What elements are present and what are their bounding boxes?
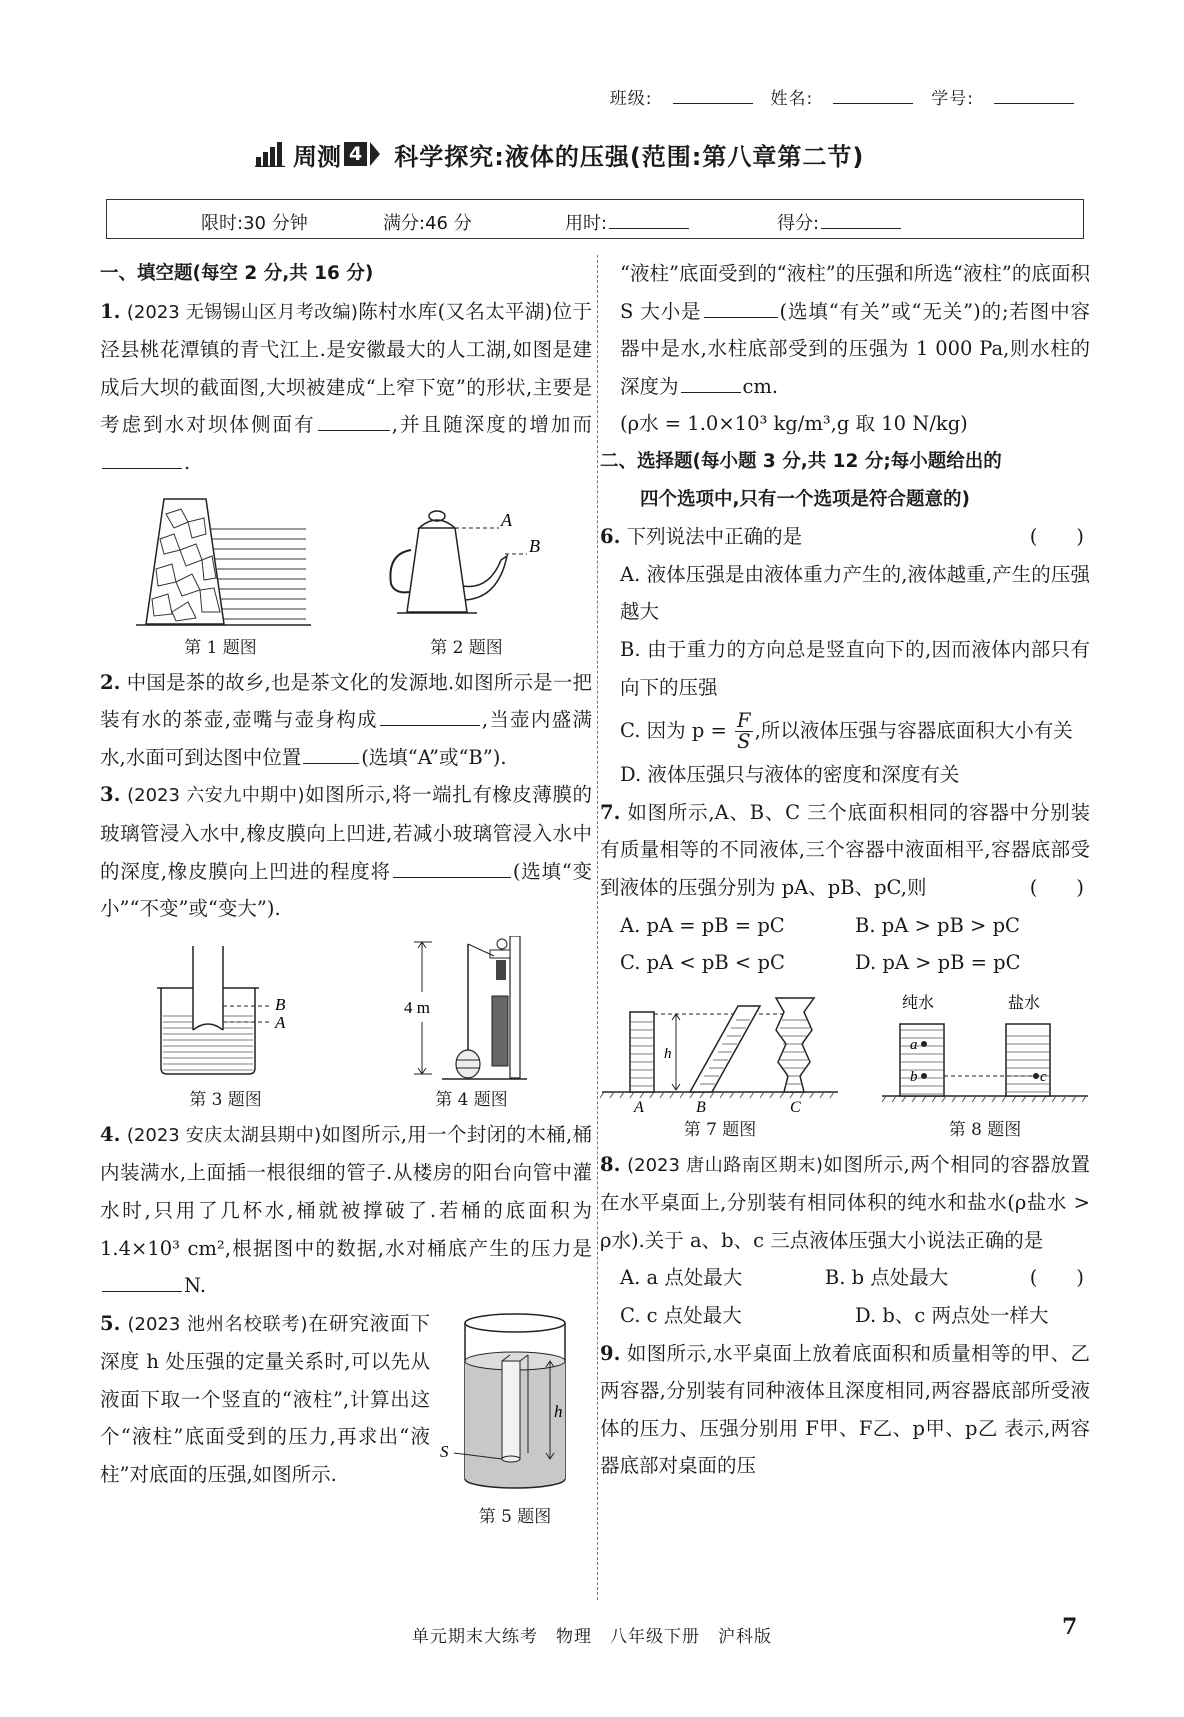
q6-option-b[interactable]: B. 由于重力的方向总是竖直向下的,因而液体内部只有向下的压强 — [620, 637, 1090, 699]
figure-3 — [151, 946, 301, 1112]
fig8-label-pure: 纯水 — [902, 992, 935, 1012]
class-blank[interactable] — [673, 103, 753, 104]
section-choice-heading-1: 二、选择题(每小题 3 分,共 12 分;每小题给出的 — [600, 450, 1002, 472]
figure-1-caption: 第 1 题图 — [184, 637, 257, 658]
q2-number: 2. — [100, 670, 121, 694]
q9-number: 9. — [600, 1341, 621, 1365]
student-info-row — [610, 84, 1074, 109]
title-text: 科学探究:液体的压强(范围:第八章第二节) — [394, 142, 865, 171]
teapot-label-b: B — [528, 535, 540, 556]
q8-number: 8. — [600, 1152, 621, 1176]
q5-text-2: “液柱”底面受到的“液柱”的压强和所选“液柱”的底面积 S 大小是 — [620, 262, 1090, 323]
column-label-h: h — [554, 1401, 563, 1421]
figure-3-caption: 第 3 题图 — [189, 1089, 262, 1110]
name-blank[interactable] — [833, 103, 913, 104]
q3-text: 如图所示,将一端扎有橡皮薄膜的玻璃管浸入水中,橡皮膜向上凹进,若减小玻璃管浸入水中的深度,橡皮膜向上凹进的程度将 — [100, 783, 592, 883]
tube-label-a: A — [274, 1012, 285, 1032]
fig7-label-a: A — [634, 1098, 644, 1116]
tube-label-b: B — [274, 994, 285, 1014]
q6-number: 6. — [600, 525, 621, 549]
pure-salt-water-figure — [880, 992, 1090, 1116]
q1-blank-1[interactable] — [318, 429, 390, 431]
section-choice-heading-2: 四个选项中,只有一个选项是符合题意的) — [640, 488, 970, 510]
figures-1-2 — [100, 488, 592, 660]
q6-option-a[interactable]: A. 液体压强是由液体重力产生的,液体越重,产生的压强越大 — [620, 562, 1090, 624]
q1-blank-2[interactable] — [102, 467, 182, 469]
figure-5 — [440, 1311, 590, 1529]
figure-2 — [367, 494, 567, 660]
question-5-continued — [620, 255, 1090, 405]
q6-fraction — [735, 711, 753, 752]
tag-arrow-icon — [370, 142, 380, 166]
weekly-test-tag — [293, 137, 380, 172]
q5-blank-1[interactable] — [704, 316, 778, 318]
q6-answer-paren[interactable]: ( ) — [1029, 525, 1084, 549]
figure-4 — [402, 936, 542, 1112]
fig8-point-a: a — [910, 1036, 918, 1053]
glass-tube-figure — [151, 946, 301, 1086]
q9-stem: 如图所示,水平桌面上放着底面积和质量相等的甲、乙两容器,分别装有同种液体且深度相同,两容器底部所受液体的压力、压强分别用 F甲、F乙、p甲、p乙 表示,两容器底部对桌面的压 — [600, 1341, 1090, 1478]
figure-5-caption: 第 5 题图 — [478, 1506, 552, 1527]
q7-option-a[interactable]: A. pA = pB = pC — [620, 913, 785, 937]
q8-option-c[interactable]: C. c 点处最大 — [620, 1304, 742, 1328]
score — [777, 209, 901, 235]
q6-c-prefix: C. 因为 p = — [620, 719, 727, 743]
test-meta-box — [106, 199, 1084, 239]
q4-blank[interactable] — [102, 1290, 182, 1292]
q4-source: (2023 安庆太湖县期中) — [126, 1124, 322, 1146]
question-2 — [100, 664, 592, 777]
q5-source: (2023 池州名校联考) — [127, 1313, 308, 1335]
tag-number: 4 — [344, 142, 367, 166]
q8-option-a[interactable]: A. a 点处最大 — [620, 1266, 743, 1290]
q5-blank-2[interactable] — [681, 391, 741, 393]
q6-option-d[interactable]: D. 液体压强只与液体的密度和深度有关 — [620, 763, 960, 787]
q7-number: 7. — [600, 800, 621, 824]
q1-text-3: . — [184, 450, 191, 474]
q8-option-b[interactable]: B. b 点处最大 — [824, 1266, 949, 1290]
fig8-label-salt: 盐水 — [1008, 992, 1041, 1012]
figure-1 — [126, 494, 316, 660]
question-4 — [100, 1116, 592, 1305]
score-label: 得分: — [777, 213, 820, 234]
figure-8-caption: 第 8 题图 — [948, 1119, 1022, 1140]
q8-answer-paren[interactable]: ( ) — [1029, 1266, 1084, 1290]
question-9 — [600, 1335, 1090, 1485]
q1-source: (2023 无锡锡山区月考改编) — [126, 301, 358, 323]
q3-source: (2023 六安九中期中) — [127, 785, 305, 807]
figure-4-caption: 第 4 题图 — [435, 1089, 508, 1110]
height-label: 4 m — [403, 997, 430, 1017]
q2-text-3: (选填“A”或“B”). — [361, 745, 507, 769]
figures-3-4 — [100, 934, 592, 1112]
figure-7-caption: 第 7 题图 — [683, 1119, 757, 1140]
liquid-column-figure — [440, 1311, 590, 1503]
q7-answer-paren[interactable]: ( ) — [1029, 875, 1084, 899]
q8-option-d[interactable]: D. b、c 两点处一样大 — [855, 1304, 1049, 1328]
q4-text-2: N. — [184, 1274, 207, 1298]
q8-source: (2023 唐山路南区期末) — [627, 1154, 823, 1176]
question-3 — [100, 776, 592, 927]
q2-text: 中国是茶的故乡,也是茶文化的发源地.如图所示是一把装有水的茶壶,壶嘴与壶身构成 — [100, 670, 592, 732]
q1-text: 陈村水库(又名太平湖)位于泾县桃花潭镇的青弋江上.是安徽最大的人工湖,如图是建成后大坝的截面图,大坝被建成“上窄下宽”的形状,主要是考虑到水对坝体侧面有 — [100, 299, 593, 437]
time-used-label: 用时: — [565, 213, 608, 234]
q2-blank-1[interactable] — [380, 724, 480, 726]
three-containers-figure — [600, 992, 840, 1116]
q1-number: 1. — [100, 299, 121, 323]
question-1 — [100, 293, 592, 482]
q6-stem: 下列说法中正确的是 — [626, 525, 803, 549]
question-5-block — [100, 1305, 592, 1533]
q7-option-c[interactable]: C. pA < pB < pC — [620, 951, 785, 975]
right-column — [600, 255, 1091, 1485]
time-used — [565, 209, 689, 235]
id-label: 学号: — [931, 89, 974, 109]
figures-7-8 — [600, 988, 1090, 1142]
fig8-point-b: b — [910, 1068, 918, 1085]
q7-stem: 如图所示,A、B、C 三个底面积相同的容器中分别装有质量相等的不同液体,三个容器中液面相平,容器底部受到液体的压强分别为 pA、pB、pC,则 — [600, 800, 1090, 899]
fig7-label-c: C — [790, 1098, 801, 1116]
q7-option-d[interactable]: D. pA > pB = pC — [855, 951, 1021, 975]
fig8-point-c: c — [1040, 1068, 1047, 1085]
barrel-pipe-figure — [402, 936, 542, 1086]
q6-c-suffix: ,所以液体压强与容器底面积大小有关 — [754, 719, 1073, 743]
bar-chart-icon — [255, 141, 285, 167]
q6-option-c[interactable] — [600, 706, 1090, 756]
q5-constants: (ρ水 = 1.0×10³ kg/m³,g 取 10 N/kg) — [620, 412, 968, 436]
column-divider — [597, 255, 598, 1600]
question-5 — [100, 1305, 430, 1494]
q5-number: 5. — [100, 1311, 121, 1335]
question-6 — [600, 518, 1090, 794]
question-8 — [600, 1146, 1090, 1335]
time-used-blank[interactable] — [609, 228, 689, 229]
teapot-label-a: A — [500, 509, 512, 530]
dam-cross-section-figure — [126, 494, 316, 634]
full-score: 满分:46 分 — [383, 213, 472, 234]
fig7-label-h: h — [664, 1045, 672, 1062]
q5-text-3: (选填“有关”或“无关”)的;若图中容器中是水,水柱底部受到的压强为 1 000 Pa,则水柱的深度为 — [620, 299, 1090, 398]
page-footer: 单元期末大练考 物理 八年级下册 沪科版 — [412, 1627, 772, 1647]
id-blank[interactable] — [994, 103, 1074, 104]
question-7 — [600, 794, 1090, 982]
left-column — [100, 255, 592, 1533]
q5-text: 在研究液面下深度 h 处压强的定量关系时,可以先从液面下取一个竖直的“液柱”,计算出这个“液柱”底面受到的压力,再求出“液柱”对底面的压强,如图所示. — [100, 1311, 430, 1487]
q2-text-2: ,当壶内盛满水,水面可到达图中位置 — [100, 708, 592, 769]
q2-blank-2[interactable] — [303, 762, 359, 764]
fig7-label-b: B — [696, 1098, 706, 1116]
q3-blank[interactable] — [393, 876, 511, 878]
q4-text: 如图所示,用一个封闭的木桶,桶内装满水,上面插一根很细的管子.从楼房的阳台向管中灌水时,只用了几杯水,桶就被撑破了.若桶的底面积为 1.4×10³ cm²,根据图中的数据,水对桶底产生的压力是 — [100, 1122, 592, 1260]
section-fill-heading: 一、填空题(每空 2 分,共 16 分) — [100, 263, 374, 284]
q8-stem: 如图所示,两个相同的容器放置在水平桌面上,分别装有相同体积的纯水和盐水(ρ盐水 > ρ水).关于 a、b、c 三点液体压强大小说法正确的是 — [600, 1152, 1091, 1252]
name-label: 姓名: — [770, 89, 814, 109]
q5-text-4: cm. — [742, 374, 779, 398]
page-title — [255, 134, 864, 174]
column-label-s: S — [440, 1441, 449, 1461]
figure-7 — [600, 992, 840, 1142]
q1-text-2: ,并且随深度的增加而 — [391, 413, 592, 437]
page-number: 7 — [1062, 1614, 1078, 1640]
q3-number: 3. — [100, 783, 121, 807]
tag-label: 周测 — [293, 142, 341, 171]
q6-fraction-num: F — [737, 709, 751, 733]
figure-2-caption: 第 2 题图 — [430, 637, 503, 658]
class-label: 班级: — [609, 89, 653, 109]
q4-number: 4. — [100, 1122, 121, 1146]
figure-8 — [880, 992, 1090, 1142]
q7-option-b[interactable]: B. pA > pB > pC — [855, 913, 1020, 937]
q6-fraction-den: S — [737, 730, 751, 754]
teapot-figure — [367, 494, 567, 634]
q3-text-2: (选填“变小”“不变”或“变大”). — [100, 859, 593, 921]
time-limit: 限时:30 分钟 — [201, 213, 308, 234]
score-blank[interactable] — [821, 228, 901, 229]
